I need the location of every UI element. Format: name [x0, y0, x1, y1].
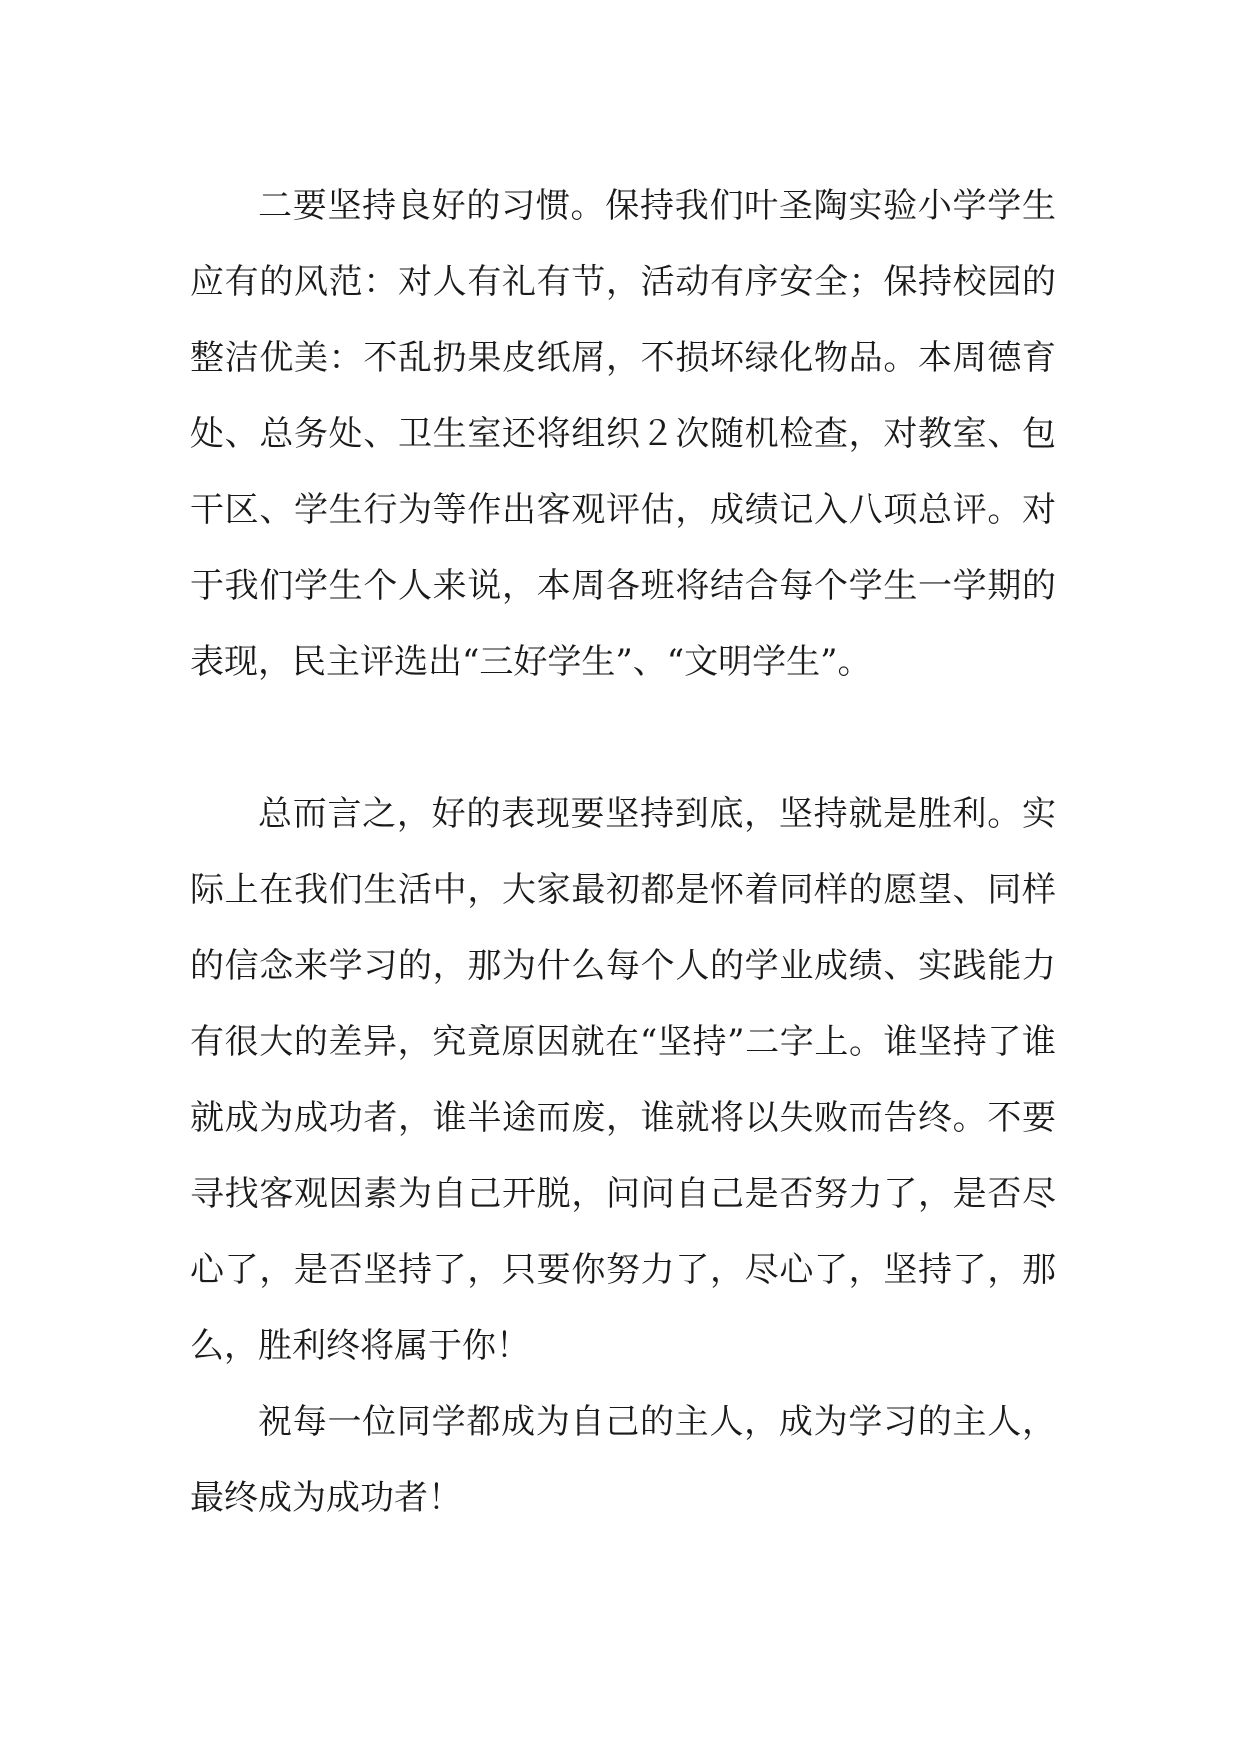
paragraph-good-habits: 二要坚持良好的习惯。保持我们叶圣陶实验小学学生应有的风范：对人有礼有节，活动有序安全；保持校园的整洁优美：不乱扔果皮纸屑，不损坏绿化物品。本周德育处、总务处、卫生室还将组织２次随机检查，对教室、包干区、学生行为等作出客观评估，成绩记入八项总评。对于我们学生个人来说，本周各班将结合每个学生一学期的表现，民主评选出“三好学生”、“文明学生”。	[190, 186, 1056, 682]
paragraph-persistence: 总而言之，好的表现要坚持到底，坚持就是胜利。实际上在我们生活中，大家最初都是怀着同样的愿望、同样的信念来学习的，那为什么每个人的学业成绩、实践能力有很大的差异，究竟原因就在“坚持”二字上。谁坚持了谁就成为成功者，谁半途而废，谁就将以失败而告终。不要寻找客观因素为自己开脱，问问自己是否努力了，是否尽心了，是否坚持了，只要你努力了，尽心了，坚持了，那么，胜利终将属于你！	[190, 794, 1056, 1366]
paragraph-closing-wish: 祝每一位同学都成为自己的主人，成为学习的主人，最终成为成功者！	[190, 1402, 1056, 1518]
document-body	[190, 168, 1056, 1536]
